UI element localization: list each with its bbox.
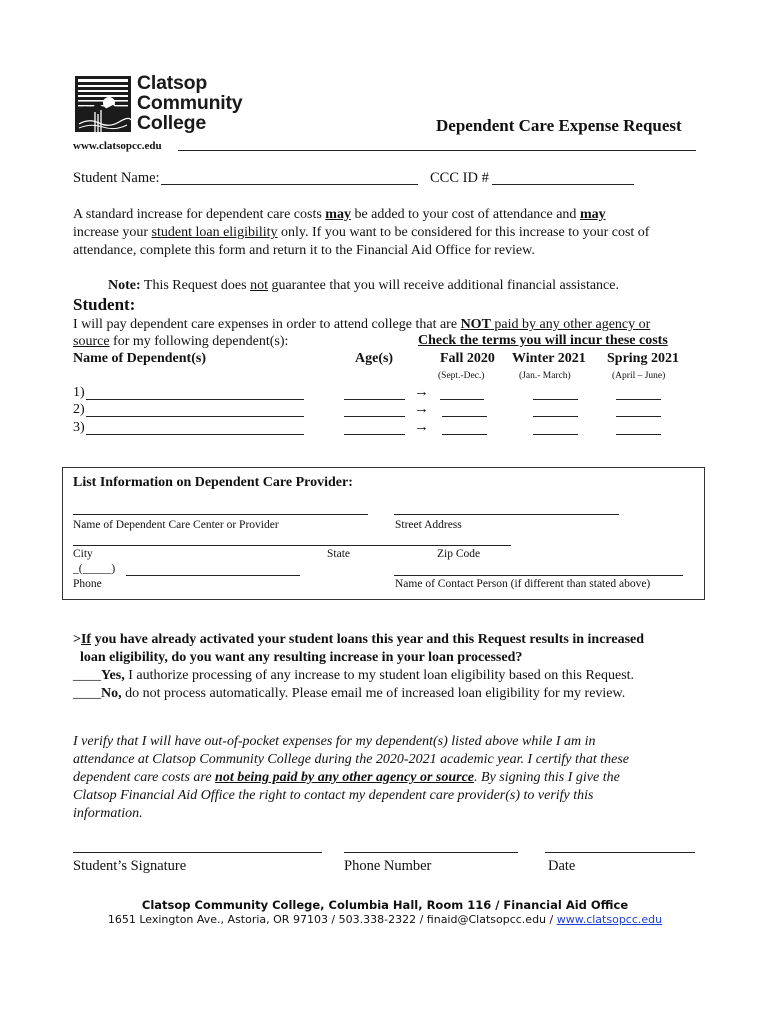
term-fall-range: (Sept.-Dec.) xyxy=(438,371,485,381)
provider-name-field[interactable] xyxy=(73,514,368,515)
dependent-age-field[interactable] xyxy=(344,399,405,400)
arrow-icon: → xyxy=(414,419,429,435)
row-number: 2) xyxy=(73,402,85,417)
contact-person-label: Name of Contact Person (if different than stated above) xyxy=(395,578,651,590)
arrow-icon: → xyxy=(414,384,429,400)
phone-label: Phone xyxy=(73,578,102,590)
student-signature-field[interactable] xyxy=(73,852,322,853)
fall-check-field[interactable] xyxy=(442,416,487,417)
website-text: www.clatsopcc.edu xyxy=(73,140,162,152)
footer-address-line-2: 1651 Lexington Ave., Astoria, OR 97103 / 503.338-2322 / finaid@Clatsopcc.edu / www.clatsopcc.edu xyxy=(107,913,663,926)
student-signature-label: Student’s Signature xyxy=(73,858,187,874)
street-address-field[interactable] xyxy=(394,514,619,515)
term-spring-range: (April – June) xyxy=(612,371,666,381)
arrow-icon: → xyxy=(414,401,429,417)
loan-no-option[interactable]: ____No, do not process automatically. Please email me of increased loan eligibility for my review. xyxy=(73,686,626,701)
student-statement-line-1: I will pay dependent care expenses in order to attend college that are NOT paid by any other agency or xyxy=(73,317,651,332)
fall-check-field[interactable] xyxy=(440,399,484,400)
winter-check-field[interactable] xyxy=(533,399,578,400)
winter-check-field[interactable] xyxy=(533,416,578,417)
contact-person-field[interactable] xyxy=(394,575,683,576)
page-title: Dependent Care Expense Request xyxy=(436,116,682,135)
date-field[interactable] xyxy=(545,852,695,853)
zip-label: Zip Code xyxy=(437,548,481,560)
logo-line-1: Clatsop xyxy=(137,72,208,94)
website-link[interactable]: www.clatsopcc.edu xyxy=(556,913,663,926)
phone-number-field[interactable] xyxy=(344,852,518,853)
header-rule xyxy=(178,150,696,151)
state-label: State xyxy=(327,548,350,560)
dependent-name-field[interactable] xyxy=(86,434,304,435)
city-label: City xyxy=(73,548,93,560)
certification-text: I verify that I will have out-of-pocket expenses for my dependent(s) listed above while I am in attendance at Clatsop Community College during the 2020-2021 academic year. I certify that these dependent care costs are not being paid by any other agency or source. By signing this I give the Clatsop Financial Aid Office the right to contact my dependent care provider(s) to verify this information. xyxy=(73,734,630,821)
spring-check-field[interactable] xyxy=(616,434,661,435)
student-name-label: Student Name: xyxy=(73,170,160,186)
check-terms-text: Check the terms you will incur these costs xyxy=(418,333,668,348)
dependent-age-field[interactable] xyxy=(344,434,405,435)
dependent-name-field[interactable] xyxy=(86,399,304,400)
logo-emblem-icon xyxy=(75,76,131,132)
city-state-zip-field[interactable] xyxy=(73,545,511,546)
loan-question-line-1: >If you have already activated your student loans this year and this Request results in increased xyxy=(73,632,645,647)
spring-check-field[interactable] xyxy=(616,399,661,400)
student-statement-line-2: source for my following dependent(s): xyxy=(73,334,289,349)
phone-number-label: Phone Number xyxy=(344,858,432,874)
ccc-id-label: CCC ID # xyxy=(430,170,489,186)
provider-name-label: Name of Dependent Care Center or Provider xyxy=(73,519,279,531)
dependent-name-field[interactable] xyxy=(86,416,304,417)
term-spring-label: Spring 2021 xyxy=(607,351,679,366)
student-heading: Student: xyxy=(73,295,136,314)
row-number: 3) xyxy=(73,420,85,435)
loan-yes-option[interactable]: ____Yes, I authorize processing of any increase to my student loan eligibility based on this Request. xyxy=(73,668,635,683)
row-number: 1) xyxy=(73,385,85,400)
note-text: Note: This Request does not guarantee that you will receive additional financial assistance. xyxy=(108,278,619,293)
logo-line-3: College xyxy=(137,112,207,134)
winter-check-field[interactable] xyxy=(533,434,578,435)
term-winter-label: Winter 2021 xyxy=(512,351,586,366)
col-name-header: Name of Dependent(s) xyxy=(73,351,206,366)
date-label: Date xyxy=(548,858,576,874)
student-name-field[interactable] xyxy=(161,184,418,185)
phone-field[interactable] xyxy=(126,575,300,576)
logo-line-2: Community xyxy=(137,92,243,114)
intro-paragraph: A standard increase for dependent care costs may be added to your cost of attendance and may increase your student loan eligibility only. If you want to be considered for this increase to your cost of attendance, complete this form and return it to the Financial Aid Office for review. xyxy=(73,207,650,258)
ccc-id-field[interactable] xyxy=(492,184,634,185)
loan-question-line-2: loan eligibility, do you want any resulting increase in your loan processed? xyxy=(80,650,523,665)
term-winter-range: (Jan.- March) xyxy=(519,371,571,381)
dependent-age-field[interactable] xyxy=(344,416,405,417)
term-fall-label: Fall 2020 xyxy=(440,351,495,366)
col-age-header: Age(s) xyxy=(355,351,394,366)
street-address-label: Street Address xyxy=(395,519,462,531)
phone-area-code: _(_____) xyxy=(73,563,116,575)
fall-check-field[interactable] xyxy=(442,434,487,435)
footer-address-line-1: Clatsop Community College, Columbia Hall, Room 116 / Financial Aid Office xyxy=(141,898,629,912)
spring-check-field[interactable] xyxy=(616,416,661,417)
provider-heading: List Information on Dependent Care Provider: xyxy=(73,475,353,490)
